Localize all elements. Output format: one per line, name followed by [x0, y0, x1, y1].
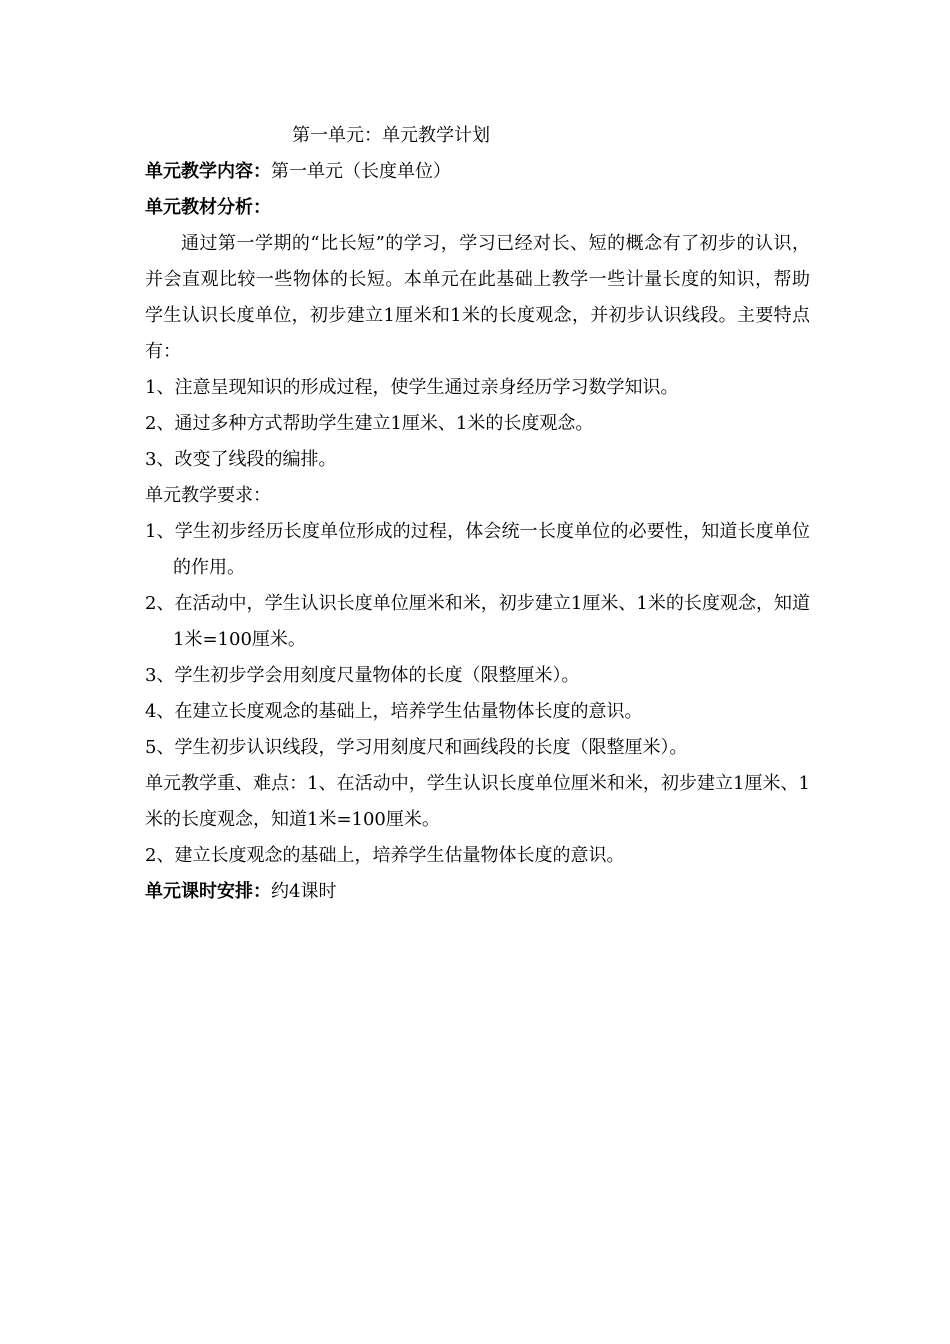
keypoints-paragraph: 单元教学重、难点：1、在活动中，学生认识长度单位厘米和米，初步建立1厘米、1米的长度观念，知道1米=100厘米。 — [145, 773, 810, 830]
feature-item: 3、改变了线段的编排。 — [145, 449, 337, 470]
requirement-item: 2、在活动中，学生认识长度单位厘米和米，初步建立1厘米、1米的长度观念，知道1米=100厘米。 — [145, 593, 810, 650]
document-body — [145, 118, 810, 910]
requirement-item: 5、学生初步认识线段，学习用刻度尺和画线段的长度（限整厘米）。 — [145, 737, 688, 758]
content-label: 单元教学内容： — [145, 161, 271, 182]
requirement-item: 4、在建立长度观念的基础上，培养学生估量物体长度的意识。 — [145, 701, 643, 722]
feature-item: 2、通过多种方式帮助学生建立1厘米、1米的长度观念。 — [145, 413, 594, 434]
analysis-label: 单元教材分析： — [145, 197, 271, 218]
page-title: 第一单元：单元教学计划 — [292, 125, 490, 146]
content-line — [145, 154, 810, 190]
requirements-label: 单元教学要求： — [145, 485, 271, 506]
schedule-line — [145, 874, 810, 910]
feature-item: 1、注意呈现知识的形成过程，使学生通过亲身经历学习数学知识。 — [145, 377, 679, 398]
schedule-value: 约4课时 — [271, 881, 337, 902]
schedule-label: 单元课时安排： — [145, 881, 271, 902]
analysis-paragraph: 通过第一学期的“比长短”的学习，学习已经对长、短的概念有了初步的认识，并会直观比较一些物体的长短。本单元在此基础上教学一些计量长度的知识，帮助学生认识长度单位，初步建立1厘米和1米的长度观念，并初步认识线段。主要特点有： — [145, 233, 810, 362]
requirement-item: 1、学生初步经历长度单位形成的过程，体会统一长度单位的必要性，知道长度单位的作用。 — [145, 521, 810, 578]
requirement-item: 3、学生初步学会用刻度尺量物体的长度（限整厘米）。 — [145, 665, 580, 686]
keypoints-second: 2、建立长度观念的基础上，培养学生估量物体长度的意识。 — [145, 845, 625, 866]
content-value: 第一单元（长度单位） — [271, 161, 451, 182]
